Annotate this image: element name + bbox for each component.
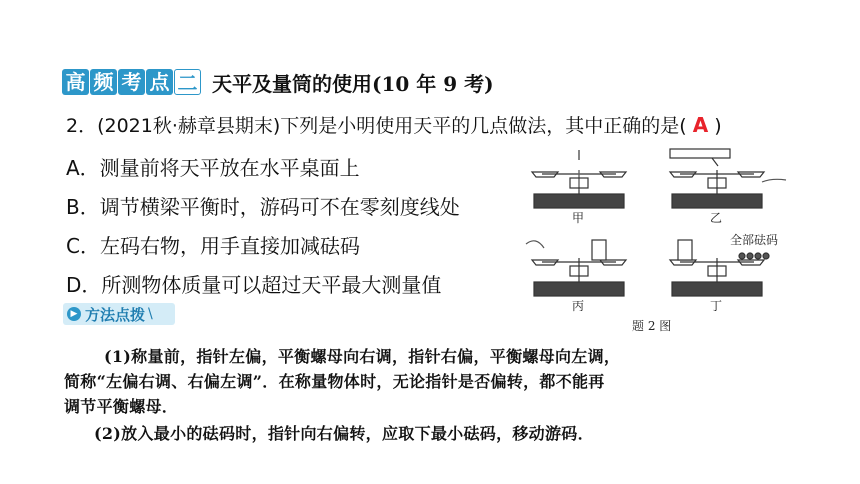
balance-figure — [512, 146, 802, 336]
balance-yi — [670, 149, 786, 208]
tag-char: 二 — [174, 69, 201, 95]
method-tip-badge — [63, 303, 175, 325]
label-yi: 乙 — [710, 211, 723, 225]
section-header — [62, 67, 494, 97]
section-tag — [62, 69, 202, 95]
option-d: D．所测物体质量可以超过天平最大测量值 — [66, 273, 442, 297]
tag-char: 考 — [118, 69, 145, 95]
tag-char: 高 — [62, 69, 89, 95]
section-title: 天平及量筒的使用(10 年 9 考) — [212, 71, 494, 96]
slash-decoration: \ — [148, 306, 153, 322]
label-jia: 甲 — [572, 211, 585, 225]
question-text: 2．(2021秋·赫章县期末)下列是小明使用天平的几点做法，其中正确的是( — [66, 115, 687, 137]
note-line-4: (2)放入最小的砝码时，指针向右偏转，应取下最小砝码，移动游码． — [94, 424, 594, 443]
question-close: ) — [714, 115, 722, 137]
balance-jia — [532, 150, 626, 208]
method-label: 方法点拨 — [85, 305, 146, 324]
tag-char: 点 — [146, 69, 173, 95]
weights-label: 全部砝码 — [730, 233, 779, 247]
option-a: A．测量前将天平放在水平桌面上 — [66, 156, 360, 180]
tag-char: 频 — [90, 69, 117, 95]
question-stem — [66, 111, 722, 138]
note-line-1: (1)称量前，指针左偏，平衡螺母向右调，指针右偏，平衡螺母向左调， — [104, 347, 621, 366]
label-bing: 丙 — [572, 299, 585, 313]
balance-ding — [670, 240, 769, 296]
option-c: C．左码右物，用手直接加减砝码 — [66, 234, 360, 258]
label-ding: 丁 — [710, 299, 723, 313]
note-line-2: 简称“左偏右调、右偏左调”．在称量物体时，无论指针是否偏转，都不能再 — [64, 372, 605, 391]
figure-caption: 题 2 图 — [632, 319, 672, 333]
note-line-3: 调节平衡螺母． — [64, 397, 179, 416]
answer-letter: A — [692, 113, 709, 137]
balance-bing — [526, 240, 626, 296]
option-b: B．调节横梁平衡时，游码可不在零刻度线处 — [66, 195, 460, 219]
play-icon: ▶ — [67, 307, 81, 321]
